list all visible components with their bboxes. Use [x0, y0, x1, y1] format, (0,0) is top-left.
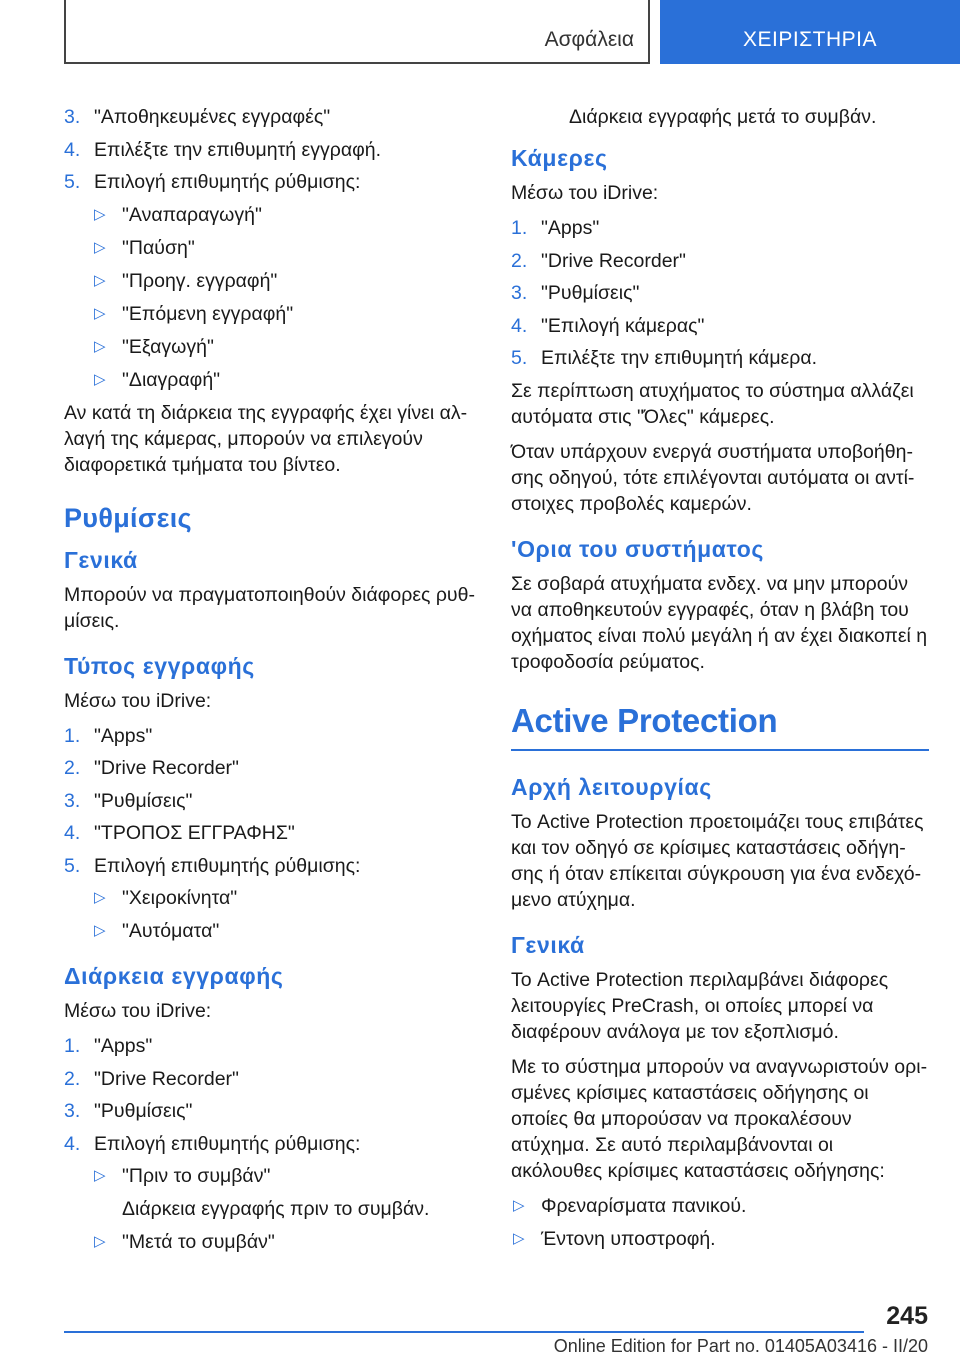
- list-text: "Επιλογή κάμερας": [541, 314, 705, 337]
- subheading-recording-duration: Διάρκεια εγγραφής: [64, 963, 284, 989]
- triangle-bullet-icon: ▷: [513, 1196, 525, 1214]
- list-text: Επιλογή επιθυμητής ρύθμισης:: [94, 171, 361, 193]
- triangle-bullet-icon: ▷: [94, 238, 106, 256]
- list-number: 5.: [64, 854, 81, 877]
- list-item: [511, 345, 929, 371]
- list-item: [511, 215, 929, 241]
- list-number: 2.: [64, 1067, 81, 1090]
- list-text: "Apps": [94, 724, 153, 747]
- paragraph: Με το σύστημα μπορούν να αναγνωριστούν ορισμένες κρίσιμες καταστάσεις οδήγησης οι οποίες θα μπορούσαν να προκαλέσουν ατύχημα. Σε αυτό περιλαμβάνονται οι ακόλουθες κρίσιμες καταστάσεις οδήγησης:: [511, 1055, 928, 1182]
- list-number: 4.: [511, 314, 528, 337]
- triangle-bullet-icon: ▷: [94, 1167, 106, 1184]
- list-item: [64, 1098, 476, 1124]
- header-section-box: [64, 0, 650, 64]
- page-number: 245: [886, 1302, 928, 1330]
- list-number: 3.: [64, 789, 81, 812]
- list-item: [64, 1131, 476, 1157]
- list-number: 4.: [64, 138, 81, 161]
- footer-edition-text: Online Edition for Part no. 01405A03416 - II/20: [553, 1336, 928, 1356]
- list-item: [64, 137, 476, 163]
- list-item: [64, 169, 476, 195]
- triangle-bullet-icon: ▷: [94, 304, 106, 322]
- bullet-item: [511, 1193, 929, 1219]
- paragraph: Μέσω του iDrive:: [64, 689, 212, 712]
- bullet-item: [64, 268, 476, 294]
- bullet-item: [64, 918, 476, 944]
- paragraph: Σε σοβαρά ατυχήματα ενδεχ. να μην μπορούν να αποθηκευτούν εγγραφές, όταν η βλάβη του οχήματος είναι πολύ μεγάλη ή αν έχει διακοπεί η τροφοδοσία ρεύματος.: [511, 572, 928, 673]
- list-text: "Drive Recorder": [94, 1067, 239, 1090]
- list-text: Επιλογή επιθυμητής ρύθμισης:: [94, 1132, 361, 1155]
- list-item: [64, 788, 476, 814]
- bullet-text: "Διαγραφή": [122, 368, 221, 391]
- bullet-text: "Αυτόματα": [122, 920, 220, 942]
- list-number: 2.: [511, 249, 528, 272]
- subheading-general-ap: Γενικά: [511, 931, 585, 958]
- footer-divider: [64, 1331, 864, 1333]
- paragraph: Το Active Protection περιλαμβάνει διάφορες λειτουργίες PreCrash, οι οποίες μπορεί να διαφέρουν ανάλογα με τον εξοπλισμό.: [511, 968, 889, 1043]
- list-text: "ΤΡΟΠΟΣ ΕΓΓΡΑΦΗΣ": [94, 822, 295, 844]
- bullet-text: "Εξαγωγή": [122, 335, 214, 358]
- bullet-description: Διάρκεια εγγραφής μετά το συμβάν.: [569, 106, 877, 128]
- list-text: Επιλογή επιθυμητής ρύθμισης:: [94, 854, 361, 877]
- list-number: 1.: [511, 217, 528, 239]
- list-number: 5.: [64, 171, 81, 193]
- subheading-recording-type: Τύπος εγγραφής: [64, 652, 255, 679]
- bullet-description: Διάρκεια εγγραφής πριν το συμβάν.: [122, 1198, 430, 1220]
- bullet-text: "Μετά το συμβάν": [122, 1231, 275, 1253]
- list-number: 1.: [64, 1035, 81, 1057]
- list-number: 3.: [511, 282, 528, 304]
- list-text: "Drive Recorder": [94, 757, 239, 779]
- bullet-text: Έντονη υποστροφή.: [541, 1227, 716, 1250]
- list-number: 4.: [64, 822, 81, 844]
- list-text: "Ρυθμίσεις": [541, 282, 640, 304]
- header-chapter-title: ΧΕΙΡΙΣΤΗΡΙΑ: [742, 28, 877, 51]
- bullet-text: "Αναπαραγωγή": [122, 203, 262, 226]
- list-text: "Apps": [541, 217, 600, 239]
- paragraph: Όταν υπάρχουν ενεργά συστήματα υποβοήθησης οδηγού, τότε επιλέγονται αυτόματα οι αντίστοιχες προβολές καμερών.: [511, 440, 915, 515]
- list-text: "Ρυθμίσεις": [94, 1100, 193, 1122]
- bullet-item: [64, 885, 476, 911]
- list-item: [64, 820, 476, 846]
- list-text: "Αποθηκευμένες εγγραφές": [94, 106, 331, 128]
- triangle-bullet-icon: ▷: [94, 1233, 106, 1250]
- section-heading-settings: Ρυθμίσεις: [64, 502, 192, 533]
- list-item: [511, 248, 929, 274]
- triangle-bullet-icon: ▷: [94, 337, 106, 355]
- list-item: [64, 755, 476, 781]
- right-column: [511, 104, 929, 1259]
- bullet-text: Φρεναρίσματα πανικού.: [541, 1194, 747, 1217]
- chapter-heading-active-protection: Active Protection: [511, 701, 929, 751]
- paragraph: Μέσω του iDrive:: [511, 182, 659, 204]
- paragraph: Το Active Protection προετοιμάζει τους επιβάτες και τον οδηγό σε κρίσιμες καταστάσεις οδήγησης ή όταν επίκειται σύγκρουση για ένα ενδεχόμενο ατύχημα.: [511, 810, 924, 911]
- bullet-item: [64, 202, 476, 228]
- list-item: [64, 104, 476, 130]
- paragraph: Μέσω του iDrive:: [64, 1000, 212, 1022]
- paragraph: Αν κατά τη διάρκεια της εγγραφής έχει γίνει αλλαγή της κάμερας, μπορούν να επιλεγούν διαφορετικά τμήματα του βίντεο.: [64, 401, 468, 476]
- subheading-principle: Αρχή λειτουργίας: [511, 773, 712, 800]
- header-section-title: Ασφάλεια: [544, 28, 634, 51]
- bullet-text: "Προηγ. εγγραφή": [122, 269, 278, 292]
- bullet-item: [64, 301, 476, 327]
- bullet-item: [64, 235, 476, 261]
- bullet-text: "Πριν το συμβάν": [122, 1165, 271, 1187]
- list-number: 5.: [511, 347, 528, 369]
- list-text: Επιλέξτε την επιθυμητή εγγραφή.: [94, 138, 381, 161]
- bullet-text: "Επόμενη εγγραφή": [122, 302, 294, 325]
- bullet-item: [64, 1163, 476, 1189]
- triangle-bullet-icon: ▷: [94, 889, 106, 906]
- header-chapter-tab: [660, 0, 960, 64]
- list-item: [64, 1066, 476, 1092]
- list-item: [511, 313, 929, 339]
- list-number: 4.: [64, 1132, 81, 1155]
- list-number: 3.: [64, 1100, 81, 1122]
- list-item: [64, 853, 476, 879]
- paragraph: Μπορούν να πραγματοποιηθούν διάφορες ρυθμίσεις.: [64, 583, 475, 632]
- subheading-system-limits: 'Ορια του συστήματος: [511, 535, 764, 562]
- left-column: [64, 104, 476, 1262]
- triangle-bullet-icon: ▷: [94, 370, 106, 388]
- paragraph: Σε περίπτωση ατυχήματος το σύστημα αλλάζει αυτόματα στις "Όλες" κάμερες.: [511, 379, 914, 428]
- list-number: 3.: [64, 106, 81, 128]
- triangle-bullet-icon: ▷: [94, 922, 106, 939]
- list-item: [64, 723, 476, 749]
- list-text: "Ρυθμίσεις": [94, 789, 193, 812]
- list-text: Επιλέξτε την επιθυμητή κάμερα.: [541, 347, 818, 369]
- subheading-general: Γενικά: [64, 546, 138, 573]
- triangle-bullet-icon: ▷: [513, 1229, 525, 1247]
- bullet-text: "Χειροκίνητα": [122, 887, 238, 909]
- bullet-item: [64, 1229, 476, 1255]
- list-text: "Drive Recorder": [541, 249, 686, 272]
- list-text: "Apps": [94, 1035, 153, 1057]
- subheading-cameras: Κάμερες: [511, 145, 608, 171]
- triangle-bullet-icon: ▷: [94, 271, 106, 289]
- bullet-item: [64, 367, 476, 393]
- triangle-bullet-icon: ▷: [94, 205, 106, 223]
- list-number: 2.: [64, 757, 81, 779]
- bullet-item: [511, 1226, 929, 1252]
- list-item: [511, 280, 929, 306]
- bullet-item: [64, 334, 476, 360]
- list-item: [64, 1033, 476, 1059]
- bullet-text: "Παύση": [122, 236, 195, 259]
- list-number: 1.: [64, 724, 81, 747]
